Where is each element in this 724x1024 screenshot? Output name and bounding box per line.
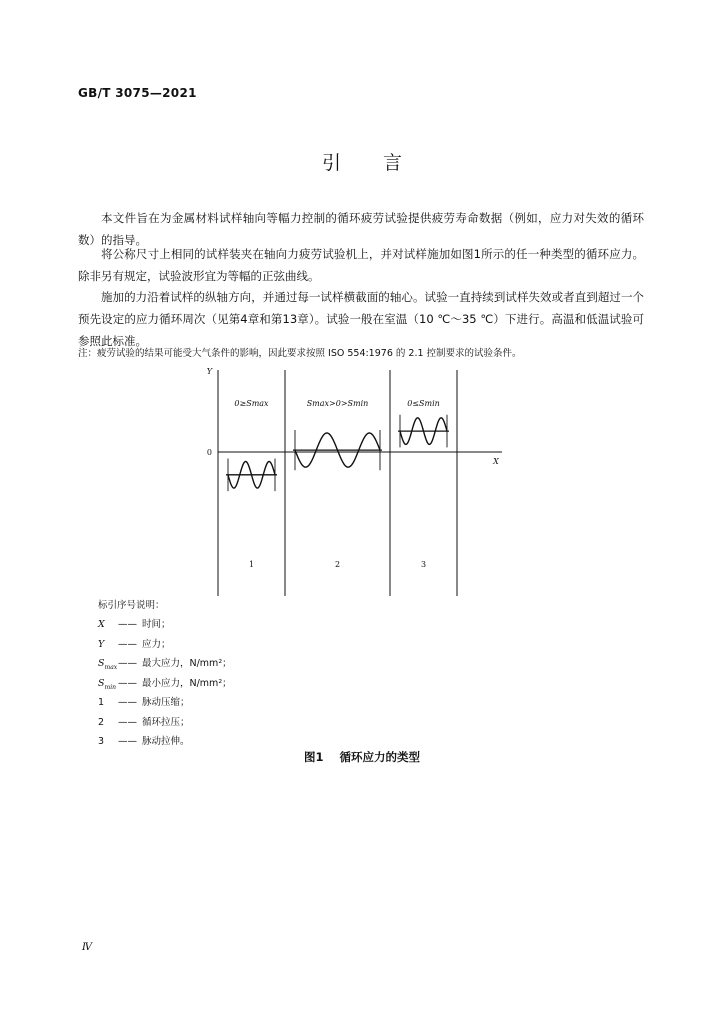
page-number: Ⅳ <box>82 942 92 953</box>
origin-label: 0 <box>206 448 212 457</box>
note: 注：疲劳试验的结果可能受大气条件的影响，因此要求按照 ISO 554:1976 的 2.1 控制要求的试验条件。 <box>78 348 522 359</box>
section-title: 引言 <box>321 152 444 174</box>
legend-dash: —— <box>118 697 137 708</box>
y-axis-label: Y <box>206 367 212 376</box>
paragraph-3: 施加的力沿着试样的纵轴方向，并通过每一试样横截面的轴心。试验一直持续到试样失效或者直到超过一个预先设定的应力循环周次（见第4章和第13章）。试验一般在室温（10 ℃～35 ℃）下进行。高温和低温试验可参照此标准。 <box>78 290 644 348</box>
legend-item <box>98 654 232 674</box>
legend-dash: —— <box>118 638 137 650</box>
legend-item <box>98 615 232 635</box>
region-label-1: 1 <box>248 560 255 569</box>
legend-symbol: $S_{min}$ <box>98 677 116 691</box>
figure-number: 图1 <box>303 750 324 764</box>
legend-text: 最小应力，N/mm²； <box>142 677 232 689</box>
paragraph-2: 将公称尺寸上相同的试样装夹在轴向力疲劳试验机上，并对试样施加如图1所示的任一种类型的循环应力。除非另有规定，试验波形宜为等幅的正弦曲线。 <box>78 247 644 283</box>
legend-item <box>98 693 232 713</box>
legend-dash: —— <box>118 716 137 728</box>
legend-symbol: 2 <box>98 716 105 728</box>
legend-symbol: 3 <box>98 736 105 747</box>
legend-item <box>98 713 232 733</box>
region-condition-1: 0≥Smax <box>234 399 269 408</box>
legend-text: 脉动拉伸。 <box>142 736 190 747</box>
stress-waves <box>226 415 449 491</box>
figure-caption <box>0 749 724 765</box>
legend-text: 脉动压缩； <box>142 697 190 708</box>
x-axis-label: X <box>493 457 499 466</box>
legend-dash: —— <box>118 619 137 630</box>
region-condition-2: Smax>0>Smin <box>306 399 369 408</box>
standard-number: GB/T 3075—2021 <box>78 86 197 100</box>
paragraph-1: 本文件旨在为金属材料试样轴向等幅力控制的循环疲劳试验提供疲劳寿命数据（例如，应力对失效的循环数）的指导。 <box>78 211 644 247</box>
legend-symbol: $S_{max}$ <box>98 658 118 671</box>
legend-text: 最大应力，N/mm²； <box>142 658 232 669</box>
legend-item <box>98 674 232 694</box>
legend-heading: 标引序号说明： <box>98 600 165 611</box>
legend <box>98 597 232 752</box>
legend-symbol: 1 <box>98 697 105 708</box>
legend-text: 循环拉压； <box>142 716 190 728</box>
region-label-3: 3 <box>420 560 427 569</box>
legend-dash: —— <box>118 677 137 689</box>
legend-dash: —— <box>118 736 137 747</box>
legend-text: 时间； <box>142 619 171 630</box>
legend-item <box>98 635 232 655</box>
legend-dash: —— <box>118 658 137 669</box>
legend-symbol: X <box>98 619 105 630</box>
figure-title: 循环应力的类型 <box>339 750 421 764</box>
chart-labels <box>207 367 499 569</box>
legend-text: 应力； <box>142 638 171 650</box>
region-condition-3: 0≤Smin <box>407 399 440 408</box>
legend-symbol: Y <box>98 638 105 650</box>
region-label-2: 2 <box>334 560 341 569</box>
